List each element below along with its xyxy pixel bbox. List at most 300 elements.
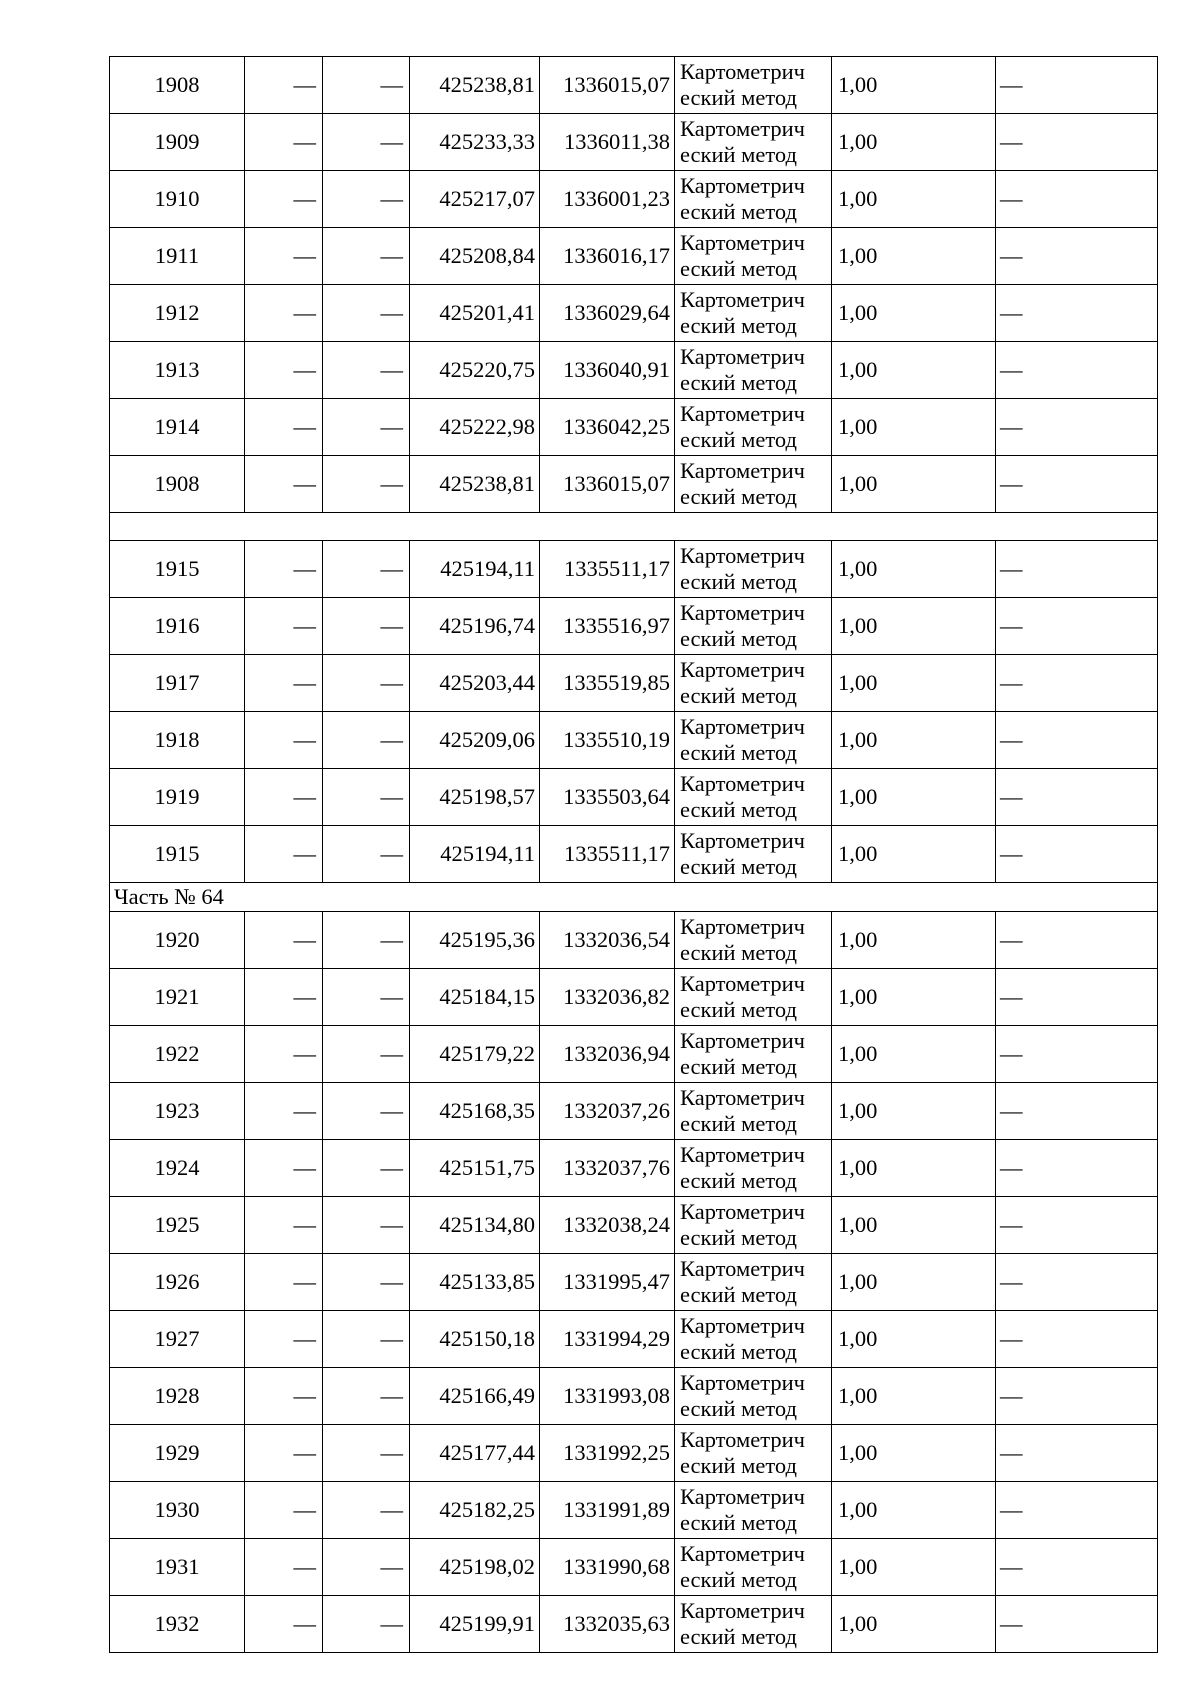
method-text-line-2: еский метод — [680, 1054, 797, 1079]
table-row — [110, 399, 1158, 456]
method-text-line-1: Картометрич — [680, 344, 805, 369]
coordinates-table — [109, 56, 1158, 1653]
method-text-line-2: еский метод — [680, 1453, 797, 1478]
method-cell — [675, 114, 832, 171]
y-coordinate-cell: 1336001,23 — [540, 171, 675, 228]
description-cell: — — [996, 171, 1158, 228]
old-y-cell: — — [323, 228, 410, 285]
method-cell — [675, 1254, 832, 1311]
part-header-row — [110, 883, 1158, 912]
y-coordinate-cell: 1336040,91 — [540, 342, 675, 399]
table-row — [110, 598, 1158, 655]
method-text-line-2: еский метод — [680, 626, 797, 651]
x-coordinate-cell: 425238,81 — [410, 57, 540, 114]
y-coordinate-cell: 1335511,17 — [540, 826, 675, 883]
method-text-line-2: еский метод — [680, 427, 797, 452]
method-cell — [675, 1311, 832, 1368]
old-x-cell: — — [245, 1140, 323, 1197]
accuracy-cell: 1,00 — [832, 399, 996, 456]
old-x-cell: — — [245, 1368, 323, 1425]
description-cell: — — [996, 1596, 1158, 1653]
point-number-cell: 1920 — [110, 912, 245, 969]
old-x-cell: — — [245, 1197, 323, 1254]
y-coordinate-cell: 1336029,64 — [540, 285, 675, 342]
accuracy-cell: 1,00 — [832, 171, 996, 228]
x-coordinate-cell: 425184,15 — [410, 969, 540, 1026]
method-text-line-1: Картометрич — [680, 1085, 805, 1110]
old-y-cell: — — [323, 114, 410, 171]
method-text-line-1: Картометрич — [680, 230, 805, 255]
x-coordinate-cell: 425179,22 — [410, 1026, 540, 1083]
old-x-cell: — — [245, 912, 323, 969]
old-x-cell: — — [245, 1026, 323, 1083]
point-number-cell: 1913 — [110, 342, 245, 399]
method-text-line-1: Картометрич — [680, 1541, 805, 1566]
table-row — [110, 114, 1158, 171]
method-text-line-1: Картометрич — [680, 1370, 805, 1395]
x-coordinate-cell: 425199,91 — [410, 1596, 540, 1653]
table-row — [110, 1596, 1158, 1653]
method-text-line-1: Картометрич — [680, 287, 805, 312]
old-y-cell: — — [323, 969, 410, 1026]
method-text-line-1: Картометрич — [680, 1484, 805, 1509]
part-label: Часть № 64 — [110, 883, 1158, 912]
table-row — [110, 826, 1158, 883]
method-cell — [675, 1482, 832, 1539]
description-cell: — — [996, 228, 1158, 285]
old-y-cell: — — [323, 1482, 410, 1539]
table-row — [110, 1425, 1158, 1482]
table-row — [110, 912, 1158, 969]
old-x-cell: — — [245, 1083, 323, 1140]
x-coordinate-cell: 425222,98 — [410, 399, 540, 456]
x-coordinate-cell: 425194,11 — [410, 826, 540, 883]
old-y-cell: — — [323, 456, 410, 513]
y-coordinate-cell: 1331990,68 — [540, 1539, 675, 1596]
point-number-cell: 1909 — [110, 114, 245, 171]
y-coordinate-cell: 1332037,26 — [540, 1083, 675, 1140]
method-text-line-2: еский метод — [680, 199, 797, 224]
point-number-cell: 1922 — [110, 1026, 245, 1083]
accuracy-cell: 1,00 — [832, 912, 996, 969]
old-x-cell: — — [245, 655, 323, 712]
method-text-line-1: Картометрич — [680, 1256, 805, 1281]
description-cell: — — [996, 541, 1158, 598]
method-cell — [675, 541, 832, 598]
accuracy-cell: 1,00 — [832, 1254, 996, 1311]
old-x-cell: — — [245, 541, 323, 598]
method-text-line-1: Картометрич — [680, 971, 805, 996]
x-coordinate-cell: 425196,74 — [410, 598, 540, 655]
description-cell: — — [996, 598, 1158, 655]
description-cell: — — [996, 57, 1158, 114]
old-y-cell: — — [323, 285, 410, 342]
accuracy-cell: 1,00 — [832, 769, 996, 826]
method-cell — [675, 1197, 832, 1254]
table-row — [110, 541, 1158, 598]
table-row — [110, 57, 1158, 114]
method-cell — [675, 1596, 832, 1653]
method-text-line-1: Картометрич — [680, 1427, 805, 1452]
accuracy-cell: 1,00 — [832, 1083, 996, 1140]
method-cell — [675, 712, 832, 769]
accuracy-cell: 1,00 — [832, 285, 996, 342]
accuracy-cell: 1,00 — [832, 1539, 996, 1596]
table-row — [110, 1083, 1158, 1140]
y-coordinate-cell: 1331994,29 — [540, 1311, 675, 1368]
description-cell: — — [996, 912, 1158, 969]
point-number-cell: 1924 — [110, 1140, 245, 1197]
method-cell — [675, 769, 832, 826]
description-cell: — — [996, 114, 1158, 171]
description-cell: — — [996, 1197, 1158, 1254]
method-text-line-1: Картометрич — [680, 401, 805, 426]
point-number-cell: 1917 — [110, 655, 245, 712]
point-number-cell: 1932 — [110, 1596, 245, 1653]
point-number-cell: 1915 — [110, 826, 245, 883]
table-row — [110, 712, 1158, 769]
method-text-line-2: еский метод — [680, 1225, 797, 1250]
table-row — [110, 285, 1158, 342]
accuracy-cell: 1,00 — [832, 655, 996, 712]
x-coordinate-cell: 425134,80 — [410, 1197, 540, 1254]
old-x-cell: — — [245, 1482, 323, 1539]
x-coordinate-cell: 425238,81 — [410, 456, 540, 513]
description-cell: — — [996, 769, 1158, 826]
description-cell: — — [996, 969, 1158, 1026]
point-number-cell: 1911 — [110, 228, 245, 285]
separator-row — [110, 513, 1158, 541]
method-text-line-2: еский метод — [680, 997, 797, 1022]
method-text-line-2: еский метод — [680, 1624, 797, 1649]
method-cell — [675, 1539, 832, 1596]
old-x-cell: — — [245, 1596, 323, 1653]
old-y-cell: — — [323, 1368, 410, 1425]
old-x-cell: — — [245, 399, 323, 456]
old-y-cell: — — [323, 1425, 410, 1482]
accuracy-cell: 1,00 — [832, 342, 996, 399]
y-coordinate-cell: 1335503,64 — [540, 769, 675, 826]
accuracy-cell: 1,00 — [832, 456, 996, 513]
description-cell: — — [996, 342, 1158, 399]
table-row — [110, 342, 1158, 399]
method-text-line-2: еский метод — [680, 1510, 797, 1535]
method-text-line-1: Картометрич — [680, 458, 805, 483]
description-cell: — — [996, 655, 1158, 712]
x-coordinate-cell: 425198,57 — [410, 769, 540, 826]
old-x-cell: — — [245, 342, 323, 399]
method-text-line-2: еский метод — [680, 1339, 797, 1364]
description-cell: — — [996, 1368, 1158, 1425]
old-x-cell: — — [245, 171, 323, 228]
y-coordinate-cell: 1332038,24 — [540, 1197, 675, 1254]
point-number-cell: 1918 — [110, 712, 245, 769]
old-y-cell: — — [323, 912, 410, 969]
description-cell: — — [996, 1539, 1158, 1596]
method-cell — [675, 1425, 832, 1482]
old-y-cell: — — [323, 541, 410, 598]
point-number-cell: 1921 — [110, 969, 245, 1026]
description-cell: — — [996, 456, 1158, 513]
x-coordinate-cell: 425151,75 — [410, 1140, 540, 1197]
method-text-line-1: Картометрич — [680, 543, 805, 568]
point-number-cell: 1912 — [110, 285, 245, 342]
y-coordinate-cell: 1335510,19 — [540, 712, 675, 769]
x-coordinate-cell: 425177,44 — [410, 1425, 540, 1482]
method-text-line-1: Картометрич — [680, 600, 805, 625]
old-x-cell: — — [245, 228, 323, 285]
old-y-cell: — — [323, 1140, 410, 1197]
method-text-line-2: еский метод — [680, 740, 797, 765]
method-text-line-1: Картометрич — [680, 1598, 805, 1623]
method-cell — [675, 1368, 832, 1425]
y-coordinate-cell: 1332036,94 — [540, 1026, 675, 1083]
table-row — [110, 228, 1158, 285]
point-number-cell: 1915 — [110, 541, 245, 598]
point-number-cell: 1916 — [110, 598, 245, 655]
accuracy-cell: 1,00 — [832, 228, 996, 285]
accuracy-cell: 1,00 — [832, 1311, 996, 1368]
table-row — [110, 1254, 1158, 1311]
old-y-cell: — — [323, 769, 410, 826]
old-x-cell: — — [245, 1254, 323, 1311]
table-row — [110, 1197, 1158, 1254]
method-text-line-2: еский метод — [680, 256, 797, 281]
accuracy-cell: 1,00 — [832, 1026, 996, 1083]
accuracy-cell: 1,00 — [832, 541, 996, 598]
point-number-cell: 1908 — [110, 456, 245, 513]
method-text-line-2: еский метод — [680, 940, 797, 965]
accuracy-cell: 1,00 — [832, 1140, 996, 1197]
old-y-cell: — — [323, 399, 410, 456]
old-y-cell: — — [323, 1539, 410, 1596]
method-cell — [675, 969, 832, 1026]
y-coordinate-cell: 1332035,63 — [540, 1596, 675, 1653]
x-coordinate-cell: 425195,36 — [410, 912, 540, 969]
point-number-cell: 1931 — [110, 1539, 245, 1596]
accuracy-cell: 1,00 — [832, 114, 996, 171]
accuracy-cell: 1,00 — [832, 57, 996, 114]
old-y-cell: — — [323, 342, 410, 399]
table-row — [110, 1140, 1158, 1197]
table-row — [110, 456, 1158, 513]
table-row — [110, 769, 1158, 826]
description-cell: — — [996, 826, 1158, 883]
accuracy-cell: 1,00 — [832, 969, 996, 1026]
x-coordinate-cell: 425209,06 — [410, 712, 540, 769]
method-cell — [675, 456, 832, 513]
accuracy-cell: 1,00 — [832, 1368, 996, 1425]
method-cell — [675, 228, 832, 285]
table-row — [110, 1482, 1158, 1539]
accuracy-cell: 1,00 — [832, 1197, 996, 1254]
method-text-line-1: Картометрич — [680, 1142, 805, 1167]
old-x-cell: — — [245, 1311, 323, 1368]
method-cell — [675, 1026, 832, 1083]
method-text-line-1: Картометрич — [680, 714, 805, 739]
accuracy-cell: 1,00 — [832, 826, 996, 883]
old-x-cell: — — [245, 1425, 323, 1482]
description-cell: — — [996, 1311, 1158, 1368]
y-coordinate-cell: 1332037,76 — [540, 1140, 675, 1197]
method-text-line-2: еский метод — [680, 683, 797, 708]
x-coordinate-cell: 425133,85 — [410, 1254, 540, 1311]
method-text-line-1: Картометрич — [680, 657, 805, 682]
method-cell — [675, 57, 832, 114]
table-row — [110, 1026, 1158, 1083]
method-text-line-2: еский метод — [680, 1396, 797, 1421]
point-number-cell: 1910 — [110, 171, 245, 228]
coordinates-table-body — [110, 57, 1158, 1653]
method-cell — [675, 171, 832, 228]
y-coordinate-cell: 1332036,82 — [540, 969, 675, 1026]
description-cell: — — [996, 1425, 1158, 1482]
method-text-line-2: еский метод — [680, 1168, 797, 1193]
method-text-line-2: еский метод — [680, 370, 797, 395]
old-y-cell: — — [323, 1026, 410, 1083]
y-coordinate-cell: 1335511,17 — [540, 541, 675, 598]
description-cell: — — [996, 1026, 1158, 1083]
x-coordinate-cell: 425203,44 — [410, 655, 540, 712]
method-text-line-2: еский метод — [680, 142, 797, 167]
method-text-line-2: еский метод — [680, 85, 797, 110]
description-cell: — — [996, 399, 1158, 456]
old-y-cell: — — [323, 1254, 410, 1311]
old-y-cell: — — [323, 598, 410, 655]
method-text-line-2: еский метод — [680, 484, 797, 509]
table-row — [110, 969, 1158, 1026]
method-text-line-1: Картометрич — [680, 59, 805, 84]
y-coordinate-cell: 1336015,07 — [540, 57, 675, 114]
old-x-cell: — — [245, 969, 323, 1026]
point-number-cell: 1927 — [110, 1311, 245, 1368]
x-coordinate-cell: 425233,33 — [410, 114, 540, 171]
y-coordinate-cell: 1335516,97 — [540, 598, 675, 655]
x-coordinate-cell: 425182,25 — [410, 1482, 540, 1539]
method-cell — [675, 655, 832, 712]
table-row — [110, 655, 1158, 712]
accuracy-cell: 1,00 — [832, 1596, 996, 1653]
method-cell — [675, 285, 832, 342]
description-cell: — — [996, 1140, 1158, 1197]
point-number-cell: 1926 — [110, 1254, 245, 1311]
y-coordinate-cell: 1336015,07 — [540, 456, 675, 513]
table-row — [110, 1311, 1158, 1368]
method-text-line-1: Картометрич — [680, 1028, 805, 1053]
point-number-cell: 1929 — [110, 1425, 245, 1482]
y-coordinate-cell: 1331992,25 — [540, 1425, 675, 1482]
method-text-line-2: еский метод — [680, 1567, 797, 1592]
x-coordinate-cell: 425168,35 — [410, 1083, 540, 1140]
point-number-cell: 1930 — [110, 1482, 245, 1539]
y-coordinate-cell: 1331995,47 — [540, 1254, 675, 1311]
method-cell — [675, 399, 832, 456]
description-cell: — — [996, 712, 1158, 769]
x-coordinate-cell: 425194,11 — [410, 541, 540, 598]
old-y-cell: — — [323, 1197, 410, 1254]
x-coordinate-cell: 425208,84 — [410, 228, 540, 285]
method-cell — [675, 1140, 832, 1197]
old-x-cell: — — [245, 826, 323, 883]
old-y-cell: — — [323, 1596, 410, 1653]
x-coordinate-cell: 425166,49 — [410, 1368, 540, 1425]
x-coordinate-cell: 425220,75 — [410, 342, 540, 399]
point-number-cell: 1914 — [110, 399, 245, 456]
x-coordinate-cell: 425198,02 — [410, 1539, 540, 1596]
point-number-cell: 1919 — [110, 769, 245, 826]
y-coordinate-cell: 1331993,08 — [540, 1368, 675, 1425]
y-coordinate-cell: 1336042,25 — [540, 399, 675, 456]
old-x-cell: — — [245, 285, 323, 342]
point-number-cell: 1928 — [110, 1368, 245, 1425]
old-x-cell: — — [245, 114, 323, 171]
accuracy-cell: 1,00 — [832, 712, 996, 769]
table-row — [110, 1539, 1158, 1596]
point-number-cell: 1908 — [110, 57, 245, 114]
point-number-cell: 1923 — [110, 1083, 245, 1140]
x-coordinate-cell: 425217,07 — [410, 171, 540, 228]
description-cell: — — [996, 285, 1158, 342]
method-cell — [675, 826, 832, 883]
method-cell — [675, 342, 832, 399]
separator-cell — [110, 513, 1158, 541]
method-text-line-1: Картометрич — [680, 173, 805, 198]
old-y-cell: — — [323, 1311, 410, 1368]
old-y-cell: — — [323, 57, 410, 114]
y-coordinate-cell: 1336016,17 — [540, 228, 675, 285]
method-text-line-2: еский метод — [680, 797, 797, 822]
x-coordinate-cell: 425150,18 — [410, 1311, 540, 1368]
method-text-line-2: еский метод — [680, 1111, 797, 1136]
y-coordinate-cell: 1331991,89 — [540, 1482, 675, 1539]
method-text-line-2: еский метод — [680, 569, 797, 594]
point-number-cell: 1925 — [110, 1197, 245, 1254]
description-cell: — — [996, 1482, 1158, 1539]
method-text-line-2: еский метод — [680, 854, 797, 879]
method-text-line-1: Картометрич — [680, 116, 805, 141]
old-y-cell: — — [323, 171, 410, 228]
method-text-line-1: Картометрич — [680, 1313, 805, 1338]
table-row — [110, 1368, 1158, 1425]
old-x-cell: — — [245, 769, 323, 826]
method-cell — [675, 1083, 832, 1140]
method-text-line-1: Картометрич — [680, 828, 805, 853]
y-coordinate-cell: 1336011,38 — [540, 114, 675, 171]
old-y-cell: — — [323, 826, 410, 883]
y-coordinate-cell: 1335519,85 — [540, 655, 675, 712]
accuracy-cell: 1,00 — [832, 1482, 996, 1539]
old-y-cell: — — [323, 1083, 410, 1140]
old-x-cell: — — [245, 456, 323, 513]
method-text-line-1: Картометрич — [680, 914, 805, 939]
old-y-cell: — — [323, 712, 410, 769]
method-cell — [675, 912, 832, 969]
accuracy-cell: 1,00 — [832, 598, 996, 655]
description-cell: — — [996, 1083, 1158, 1140]
old-y-cell: — — [323, 655, 410, 712]
old-x-cell: — — [245, 598, 323, 655]
method-text-line-1: Картометрич — [680, 1199, 805, 1224]
description-cell: — — [996, 1254, 1158, 1311]
old-x-cell: — — [245, 1539, 323, 1596]
method-text-line-2: еский метод — [680, 1282, 797, 1307]
x-coordinate-cell: 425201,41 — [410, 285, 540, 342]
method-text-line-1: Картометрич — [680, 771, 805, 796]
method-text-line-2: еский метод — [680, 313, 797, 338]
method-cell — [675, 598, 832, 655]
old-x-cell: — — [245, 57, 323, 114]
y-coordinate-cell: 1332036,54 — [540, 912, 675, 969]
